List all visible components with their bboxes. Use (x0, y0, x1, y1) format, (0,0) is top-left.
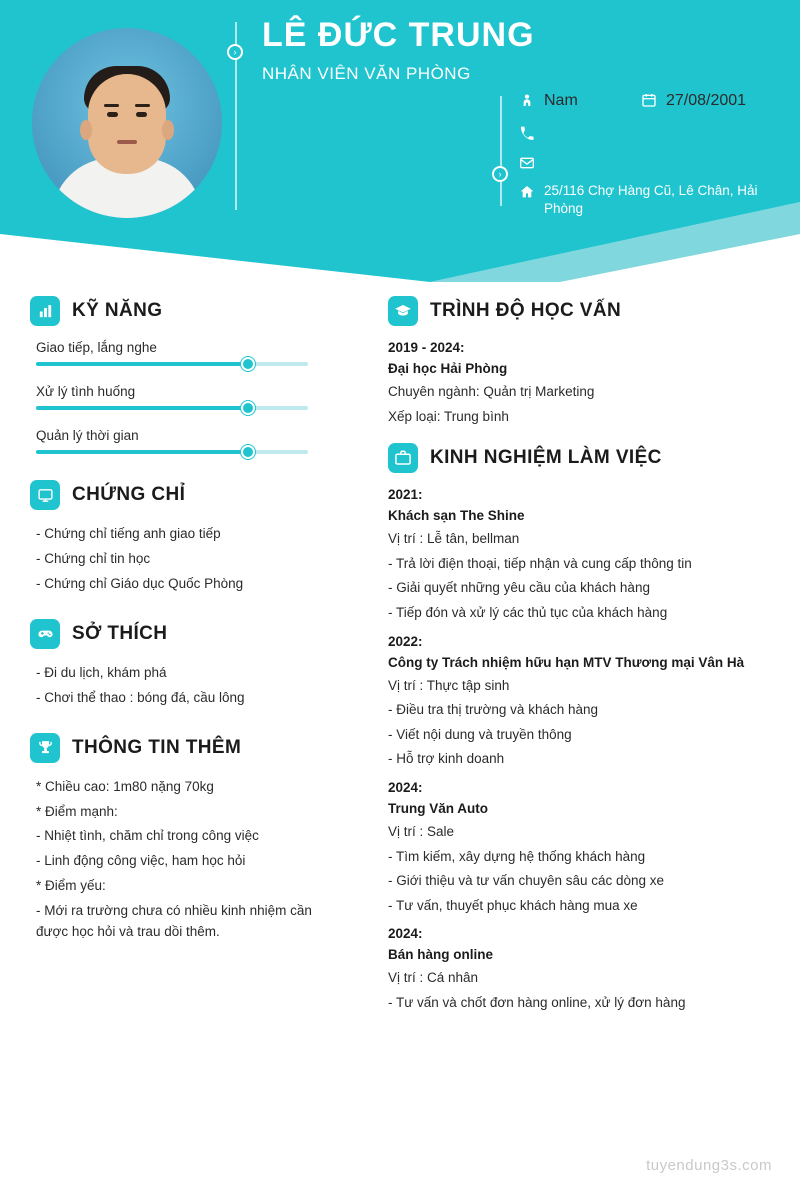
entry-date: 2024: (388, 779, 423, 795)
cv-header (0, 0, 800, 282)
skill-item (36, 340, 360, 366)
entry-date: 2021: (388, 487, 423, 503)
entry-line: Vị trí : Lễ tân, bellman (388, 531, 520, 547)
job-title: NHÂN VIÊN VĂN PHÒNG (262, 64, 471, 83)
chart-bars-icon (30, 296, 60, 326)
education-entry (388, 340, 770, 427)
entry-org: Khách sạn The Shine (388, 508, 525, 524)
section-title: KINH NGHIỆM LÀM VIỆC (430, 447, 662, 469)
watermark: tuyendung3s.com (646, 1157, 772, 1174)
entry-org: Trung Văn Auto (388, 800, 488, 816)
entry-line: Chuyên ngành: Quản trị Marketing (388, 384, 595, 399)
skill-bar (36, 362, 308, 366)
chevron-right-icon: › (227, 44, 243, 60)
entry-org: Đại học Hải Phòng (388, 361, 508, 376)
avatar (32, 28, 222, 218)
list-item: - Mới ra trường chưa có nhiều kinh nhiệm cần được học hỏi và trau dồi thêm. (36, 903, 312, 940)
gamepad-icon (30, 619, 60, 649)
entry-line: - Điều tra thị trường và khách hàng (388, 702, 598, 718)
section-title: THÔNG TIN THÊM (72, 736, 242, 758)
contact-phone (518, 124, 778, 142)
contact-address (518, 182, 778, 218)
entry-line: - Tư vấn và chốt đơn hàng online, xử lý đơn hàng (388, 994, 686, 1010)
entry-line: - Trả lời điện thoại, tiếp nhận và cung cấp thông tin (388, 555, 692, 571)
experience-entry (388, 780, 770, 916)
entry-line: - Tìm kiếm, xây dựng hệ thống khách hàng (388, 848, 646, 864)
experience-entry (388, 926, 770, 1013)
entry-line: Vị trí : Cá nhân (388, 970, 479, 986)
list-item: - Linh động công việc, ham học hỏi (36, 853, 246, 869)
phone-icon (518, 125, 535, 142)
skill-bar (36, 450, 308, 454)
chevron-right-icon: › (492, 166, 508, 182)
entry-date: 2019 - 2024: (388, 340, 465, 355)
trophy-icon (30, 733, 60, 763)
list-item: - Nhiệt tình, chăm chỉ trong công việc (36, 828, 259, 844)
entry-org: Công ty Trách nhiệm hữu hạn MTV Thương mại Vân Hà (388, 654, 745, 670)
section-header-experience (388, 443, 770, 473)
briefcase-icon (388, 443, 418, 473)
section-title: CHỨNG CHỈ (72, 484, 186, 505)
list-item: - Chứng chỉ tin học (36, 550, 151, 566)
contact-email (518, 153, 778, 171)
section-header-certificates (30, 480, 360, 510)
entry-line: - Tư vấn, thuyết phục khách hàng mua xe (388, 897, 638, 913)
skill-item (36, 384, 360, 410)
entry-line: - Tiếp đón và xử lý các thủ tục của khách hàng (388, 604, 668, 620)
skill-knob (241, 401, 255, 415)
contact-value: 25/116 Chợ Hàng Cũ, Lê Chân, Hải Phòng (544, 183, 758, 217)
certificate-icon (30, 480, 60, 510)
section-title: SỞ THÍCH (72, 622, 168, 644)
section-header-education (388, 296, 770, 326)
mail-icon (518, 154, 535, 171)
graduation-cap-icon (388, 296, 418, 326)
experience-entry (388, 487, 770, 623)
list-item: - Đi du lịch, khám phá (36, 664, 167, 680)
skill-knob (241, 357, 255, 371)
page-title: LÊ ĐỨC TRUNG (262, 16, 535, 54)
contact-list (518, 124, 778, 229)
skill-label: Giao tiếp, lắng nghe (36, 340, 157, 355)
list-item: * Chiều cao: 1m80 nặng 70kg (36, 778, 214, 794)
right-column (388, 282, 770, 1017)
contact-value: 27/08/2001 (666, 92, 747, 109)
list-item: - Chứng chỉ Giáo dục Quốc Phòng (36, 575, 244, 591)
home-icon (518, 183, 535, 200)
section-title: KỸ NĂNG (72, 300, 163, 321)
section-title: TRÌNH ĐỘ HỌC VẤN (430, 300, 622, 321)
entry-line: Xếp loại: Trung bình (388, 408, 509, 424)
list-item: * Điểm mạnh: (36, 803, 118, 819)
contact-value: Nam (544, 92, 578, 109)
section-header-extra (30, 733, 360, 763)
contact-birthday (640, 90, 746, 123)
section-header-skills (30, 296, 360, 326)
entry-date: 2024: (388, 926, 423, 942)
entry-line: Vị trí : Sale (388, 823, 455, 839)
section-header-hobbies (30, 619, 360, 649)
entry-line: - Giới thiệu và tư vấn chuyên sâu các dòng xe (388, 873, 665, 889)
skill-bar (36, 406, 308, 410)
list-item: - Chơi thể thao : bóng đá, cầu lông (36, 689, 245, 705)
contact-gender (518, 90, 578, 123)
experience-entry (388, 634, 770, 770)
gender-icon (518, 91, 535, 108)
calendar-icon (640, 91, 657, 108)
skill-item (36, 428, 360, 454)
list-item: - Chứng chỉ tiếng anh giao tiếp (36, 526, 221, 541)
entry-line: - Giải quyết những yêu cầu của khách hàng (388, 580, 650, 596)
skill-label: Quản lý thời gian (36, 428, 139, 443)
entry-date: 2022: (388, 633, 423, 649)
skill-label: Xử lý tình huống (36, 384, 136, 399)
entry-line: - Hỗ trợ kinh doanh (388, 751, 505, 767)
skill-knob (241, 445, 255, 459)
list-item: * Điểm yếu: (36, 878, 106, 894)
entry-line: - Viết nội dung và truyền thông (388, 726, 572, 742)
contact-divider (500, 96, 502, 206)
entry-line: Vị trí : Thực tập sinh (388, 677, 510, 693)
entry-org: Bán hàng online (388, 947, 494, 963)
left-column (30, 282, 360, 947)
